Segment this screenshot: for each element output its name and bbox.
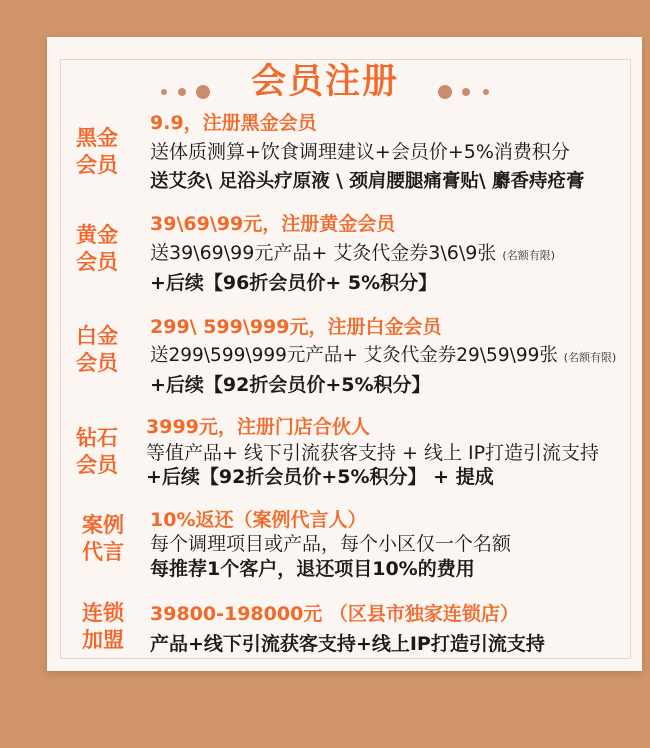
tier-benefit-line: 产品+线下引流获客支持+线上IP打造引流支持 bbox=[150, 633, 545, 655]
limited-quota-note: (名额有限) bbox=[563, 351, 617, 364]
tier-benefit-line: +后续【92折会员价+5%积分】 bbox=[150, 374, 431, 396]
tier-label-line2: 会员 bbox=[76, 453, 118, 477]
tier-label-diamond bbox=[62, 425, 132, 479]
tier-benefit-line bbox=[150, 238, 555, 265]
tier-label-gold bbox=[62, 222, 132, 276]
limited-quota-note: (名额有限) bbox=[502, 249, 556, 262]
tier-label-line2: 代言 bbox=[82, 540, 124, 564]
tier-benefit-line: 每个调理项目或产品，每个小区仅一个名额 bbox=[150, 533, 512, 555]
tier-headline: 10%返还（案例代言人） bbox=[150, 509, 367, 531]
tier-headline: 9.9，注册黑金会员 bbox=[150, 112, 317, 134]
tier-label-line2: 会员 bbox=[76, 153, 118, 177]
tier-label-line2: 会员 bbox=[76, 250, 118, 274]
page-title: 会员注册 bbox=[250, 62, 399, 102]
tier-benefit-line bbox=[150, 341, 616, 367]
tier-label-black-gold bbox=[62, 125, 132, 179]
tier-benefit-line: 每推荐1个客户，退还项目10%的费用 bbox=[150, 558, 475, 580]
tier-label-line1: 黑金 bbox=[76, 126, 118, 150]
tier-label-chain-franchise bbox=[68, 600, 138, 654]
tier-label-line1: 案例 bbox=[82, 513, 124, 537]
tier-benefit-line: +后续【96折会员价+ 5%积分】 bbox=[150, 272, 438, 294]
tier-label-case-spokesperson bbox=[68, 512, 138, 566]
tier-benefit-line: 送体质测算+饮食调理建议+会员价+5%消费积分 bbox=[150, 141, 570, 163]
tier-label-line2: 会员 bbox=[76, 351, 118, 375]
tier-benefit-line: +后续【92折会员价+5%积分】 + 提成 bbox=[146, 466, 494, 488]
tier-benefit-line: 送艾灸\ 足浴头疗原液 \ 颈肩腰腿痛膏贴\ 麝香痔疮膏 bbox=[150, 171, 585, 192]
tier-label-line1: 白金 bbox=[76, 324, 118, 348]
tier-headline: 3999元，注册门店合伙人 bbox=[146, 416, 370, 438]
tier-label-platinum bbox=[62, 323, 132, 377]
tier-label-line1: 连锁 bbox=[82, 601, 124, 625]
tier-benefit-line: 等值产品+ 线下引流获客支持 + 线上 IP打造引流支持 bbox=[146, 442, 600, 464]
tier-headline: 39\69\99元，注册黄金会员 bbox=[150, 213, 396, 235]
tier-headline: 39800-198000元 （区县市独家连锁店） bbox=[150, 603, 519, 625]
tier-label-line1: 钻石 bbox=[76, 426, 118, 450]
tier-benefit-text: 送299\599\999元产品+ 艾灸代金券29\59\99张 bbox=[150, 345, 558, 366]
tier-label-line2: 加盟 bbox=[82, 628, 124, 652]
tier-headline: 299\ 599\999元，注册白金会员 bbox=[150, 316, 442, 338]
tier-benefit-text: 送39\69\99元产品+ 艾灸代金券3\6\9张 bbox=[150, 242, 497, 264]
tier-label-line1: 黄金 bbox=[76, 223, 118, 247]
